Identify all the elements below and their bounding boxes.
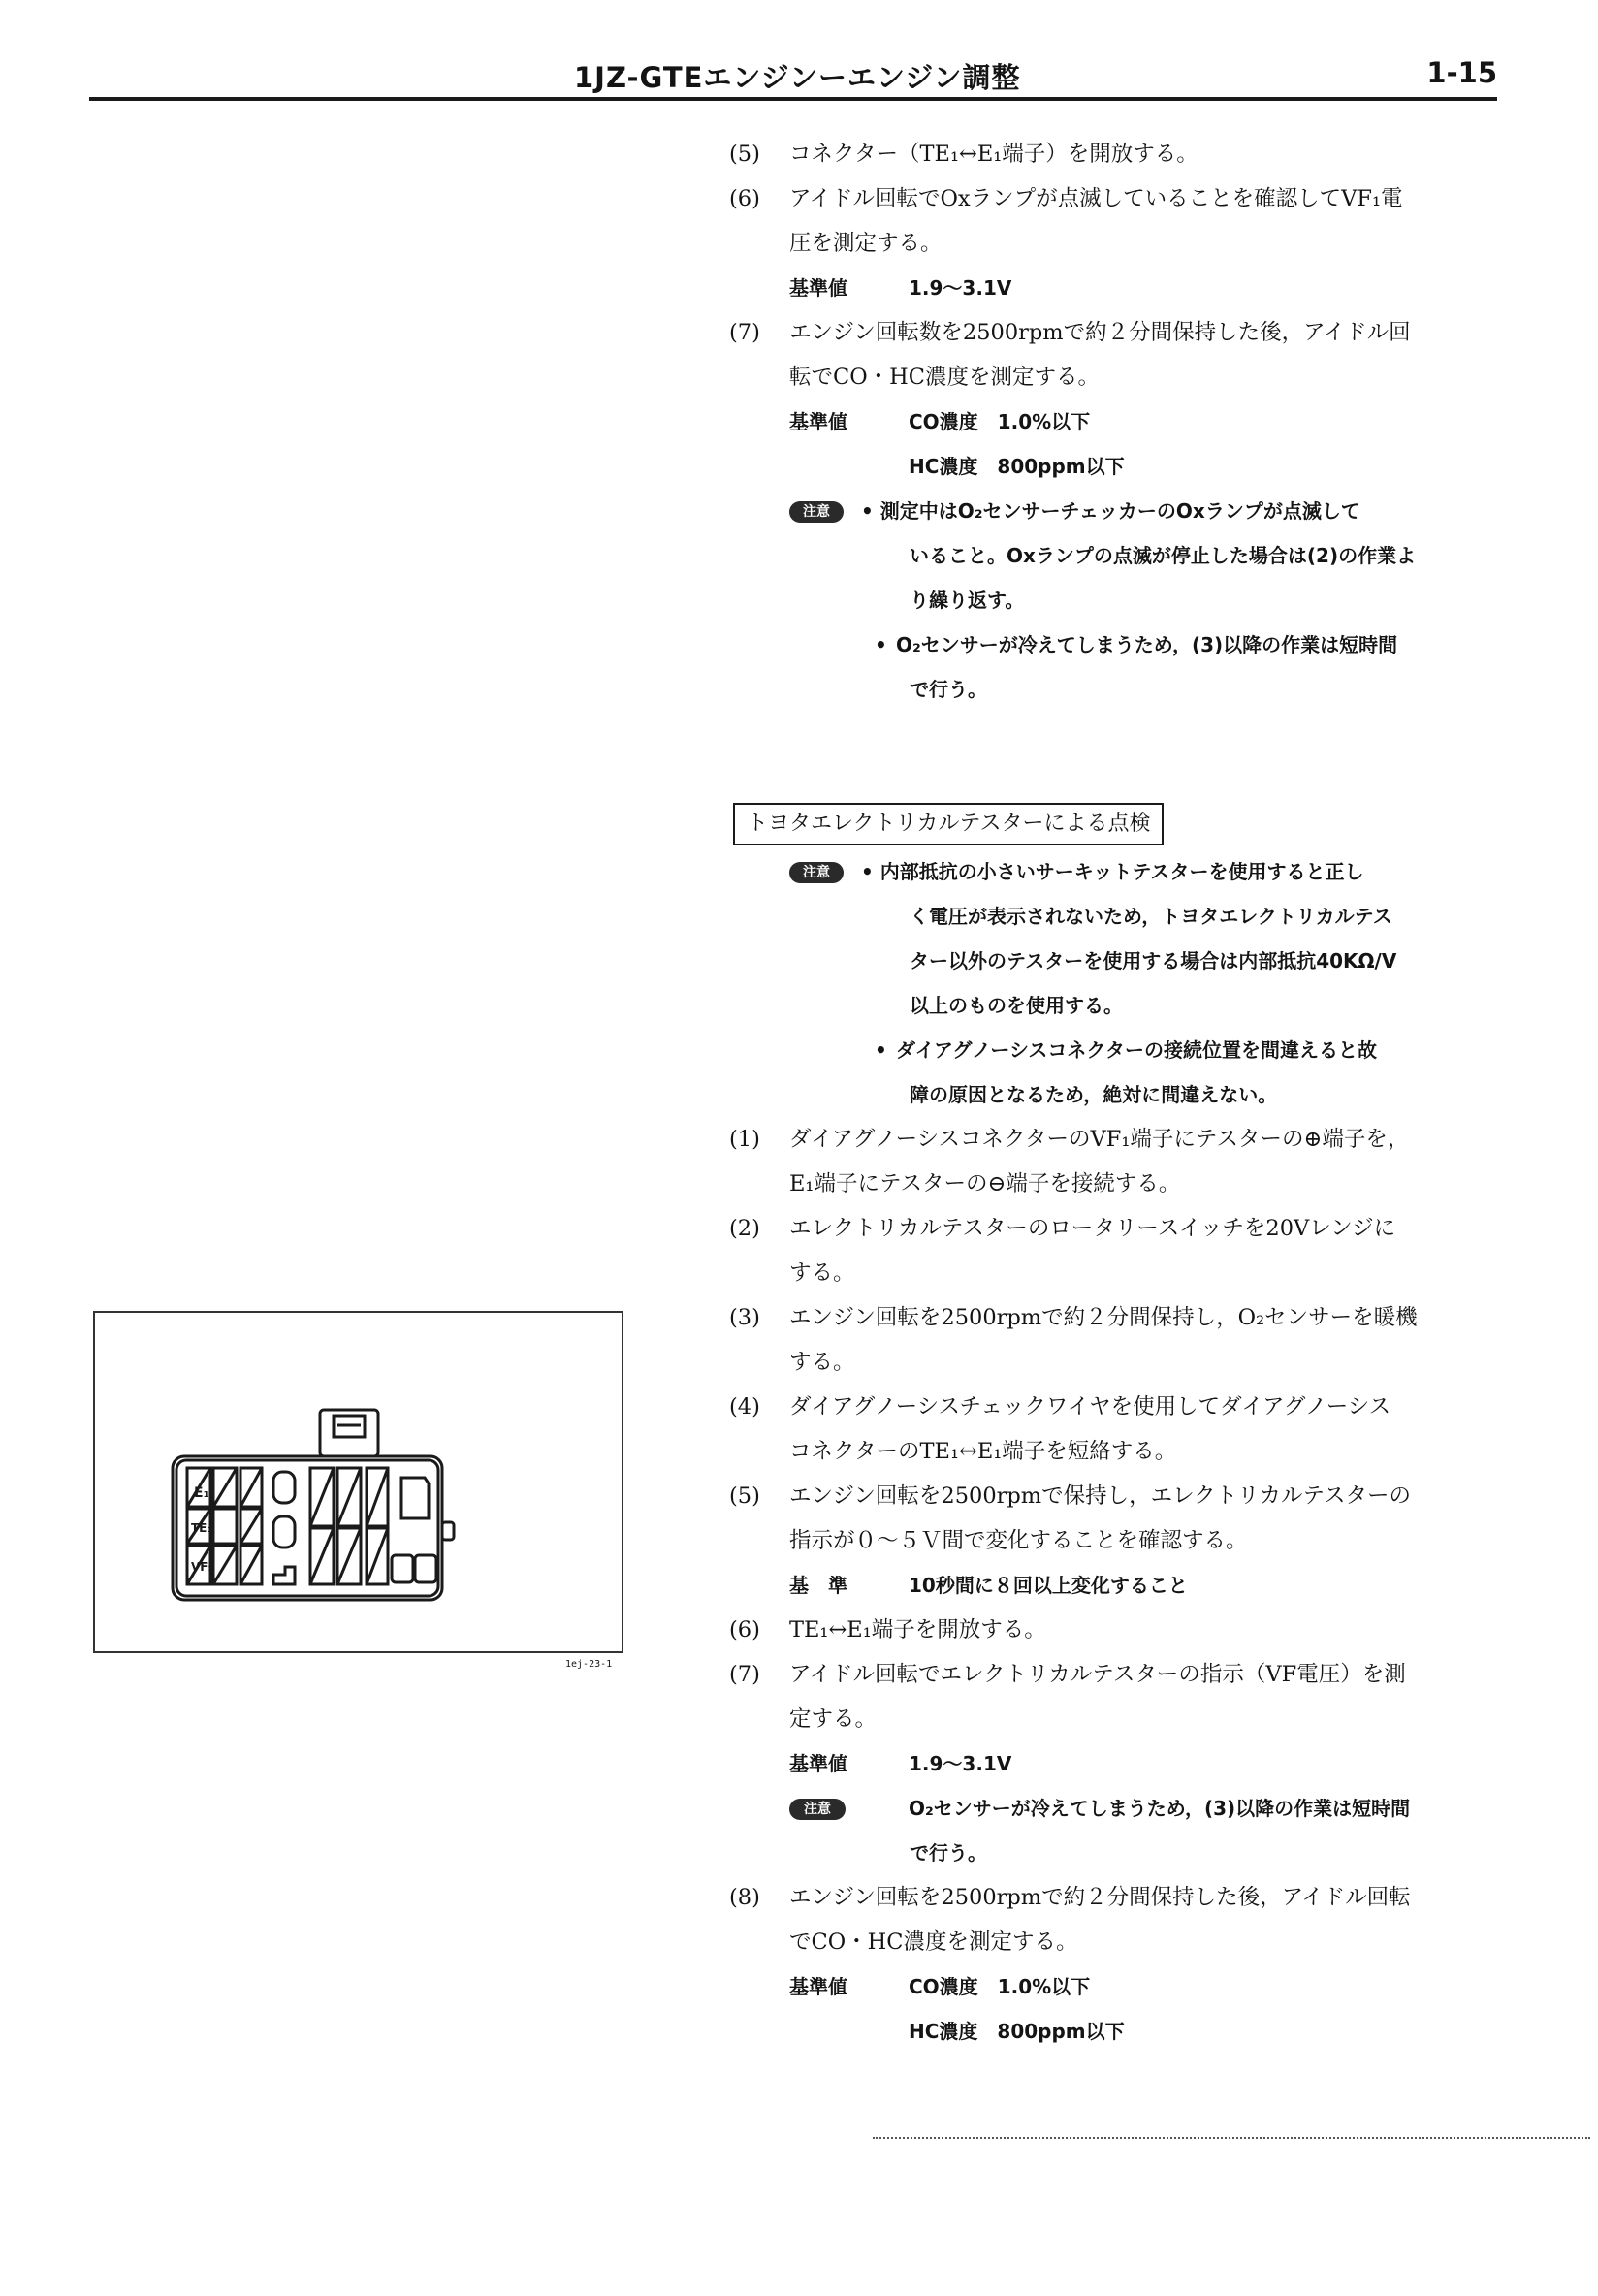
note-continuation: く電圧が表示されないため，トヨタエレクトリカルテス	[910, 905, 1392, 928]
note-badge: 注意	[789, 862, 844, 883]
step-continuation: 定する。	[789, 1706, 878, 1732]
step-line: (7) アイドル回転でエレクトリカルテスターの指示（VF電圧）を測	[729, 1662, 1406, 1687]
step-continuation: する。	[789, 1350, 855, 1375]
pin-label-e1: E₁	[194, 1485, 209, 1501]
header-title: 1JZ-GTEエンジンーエンジン調整	[574, 61, 1021, 94]
note-continuation: で行う。	[910, 1841, 987, 1865]
note-badge: 注意	[789, 1799, 846, 1820]
note-continuation: 障の原因となるため，絶対に間違えない。	[910, 1083, 1278, 1106]
note-continuation: り繰り返す。	[910, 589, 1025, 612]
spec-line: 基準値 CO濃度 1.0%以下	[789, 1975, 1091, 1998]
step-continuation: E₁端子にテスターの⊖端子を接続する。	[789, 1171, 1181, 1196]
step-line: (7) エンジン回転数を2500rpmで約２分間保持した後，アイドル回	[729, 320, 1411, 345]
step-line: (8) エンジン回転を2500rpmで約２分間保持した後，アイドル回転	[729, 1885, 1411, 1910]
connector-diagram	[95, 1313, 622, 1651]
note-bullet: • ダイアグノーシスコネクターの接続位置を間違えると故	[875, 1038, 1377, 1062]
page-header	[89, 56, 1497, 101]
note-continuation: 以上のものを使用する。	[910, 994, 1123, 1017]
spec-line: 基準値 1.9〜3.1V	[789, 1752, 1012, 1775]
connector-figure	[93, 1311, 623, 1653]
spec-line: HC濃度 800ppm以下	[909, 2020, 1125, 2043]
footer-dotted-line	[873, 2137, 1590, 2139]
section-heading-row	[729, 801, 1505, 849]
step-line: (3) エンジン回転を2500rpmで約２分間保持し，O₂センサーを暖機	[729, 1305, 1418, 1330]
spec-line: 基 準 10秒間に８回以上変化すること	[789, 1574, 1188, 1597]
pin-label-te1: TE₁	[191, 1521, 212, 1535]
page-number: 1-15	[1426, 56, 1497, 89]
figure-caption: 1ej-23-1	[565, 1659, 613, 1670]
main-column	[729, 132, 1505, 2054]
spec-line: 基準値 1.9〜3.1V	[789, 276, 1012, 300]
step-line: (4) ダイアグノーシスチェックワイヤを使用してダイアグノーシス	[729, 1394, 1391, 1419]
step-line: (6) アイドル回転でOxランプが点滅していることを確認してVF₁電	[729, 186, 1403, 211]
note-line: 注意 • 測定中はO₂センサーチェッカーのOxランプが点滅して	[729, 489, 1505, 533]
step-continuation: 転でCO・HC濃度を測定する。	[789, 365, 1100, 390]
section-heading: トヨタエレクトリカルテスターによる点検	[733, 803, 1164, 845]
step-line: (5) エンジン回転を2500rpmで保持し，エレクトリカルテスターの	[729, 1483, 1412, 1509]
step-continuation: する。	[789, 1260, 855, 1286]
step-continuation: でCO・HC濃度を測定する。	[789, 1929, 1078, 1955]
note-bullet: • O₂センサーが冷えてしまうため，(3)以降の作業は短時間	[875, 633, 1398, 656]
pin-label-vf1: VF₁	[191, 1560, 213, 1574]
note-line: 注意 • 内部抵抗の小さいサーキットテスターを使用すると正し	[729, 849, 1505, 894]
spec-line: 基準値 CO濃度 1.0%以下	[789, 410, 1091, 433]
spec-line: HC濃度 800ppm以下	[909, 455, 1125, 478]
step-line: (2) エレクトリカルテスターのロータリースイッチを20Vレンジに	[729, 1216, 1396, 1241]
step-line: (1) ダイアグノーシスコネクターのVF₁端子にテスターの⊕端子を，	[729, 1127, 1410, 1152]
note-continuation: で行う。	[910, 678, 987, 701]
note-continuation: ター以外のテスターを使用する場合は内部抵抗40KΩ/V	[910, 949, 1397, 973]
step-line: (5) コネクター（TE₁↔E₁端子）を開放する。	[729, 142, 1198, 167]
note-badge: 注意	[789, 501, 844, 523]
note-line: 注意 O₂センサーが冷えてしまうため，(3)以降の作業は短時間	[729, 1786, 1505, 1831]
step-continuation: 圧を測定する。	[789, 231, 943, 256]
step-continuation: 指示が０〜５Ｖ間で変化することを確認する。	[789, 1528, 1248, 1553]
step-continuation: コネクターのTE₁↔E₁端子を短絡する。	[789, 1439, 1177, 1464]
step-line: (6) TE₁↔E₁端子を開放する。	[729, 1617, 1046, 1642]
note-continuation: いること。Oxランプの点滅が停止した場合は(2)の作業よ	[910, 544, 1417, 567]
